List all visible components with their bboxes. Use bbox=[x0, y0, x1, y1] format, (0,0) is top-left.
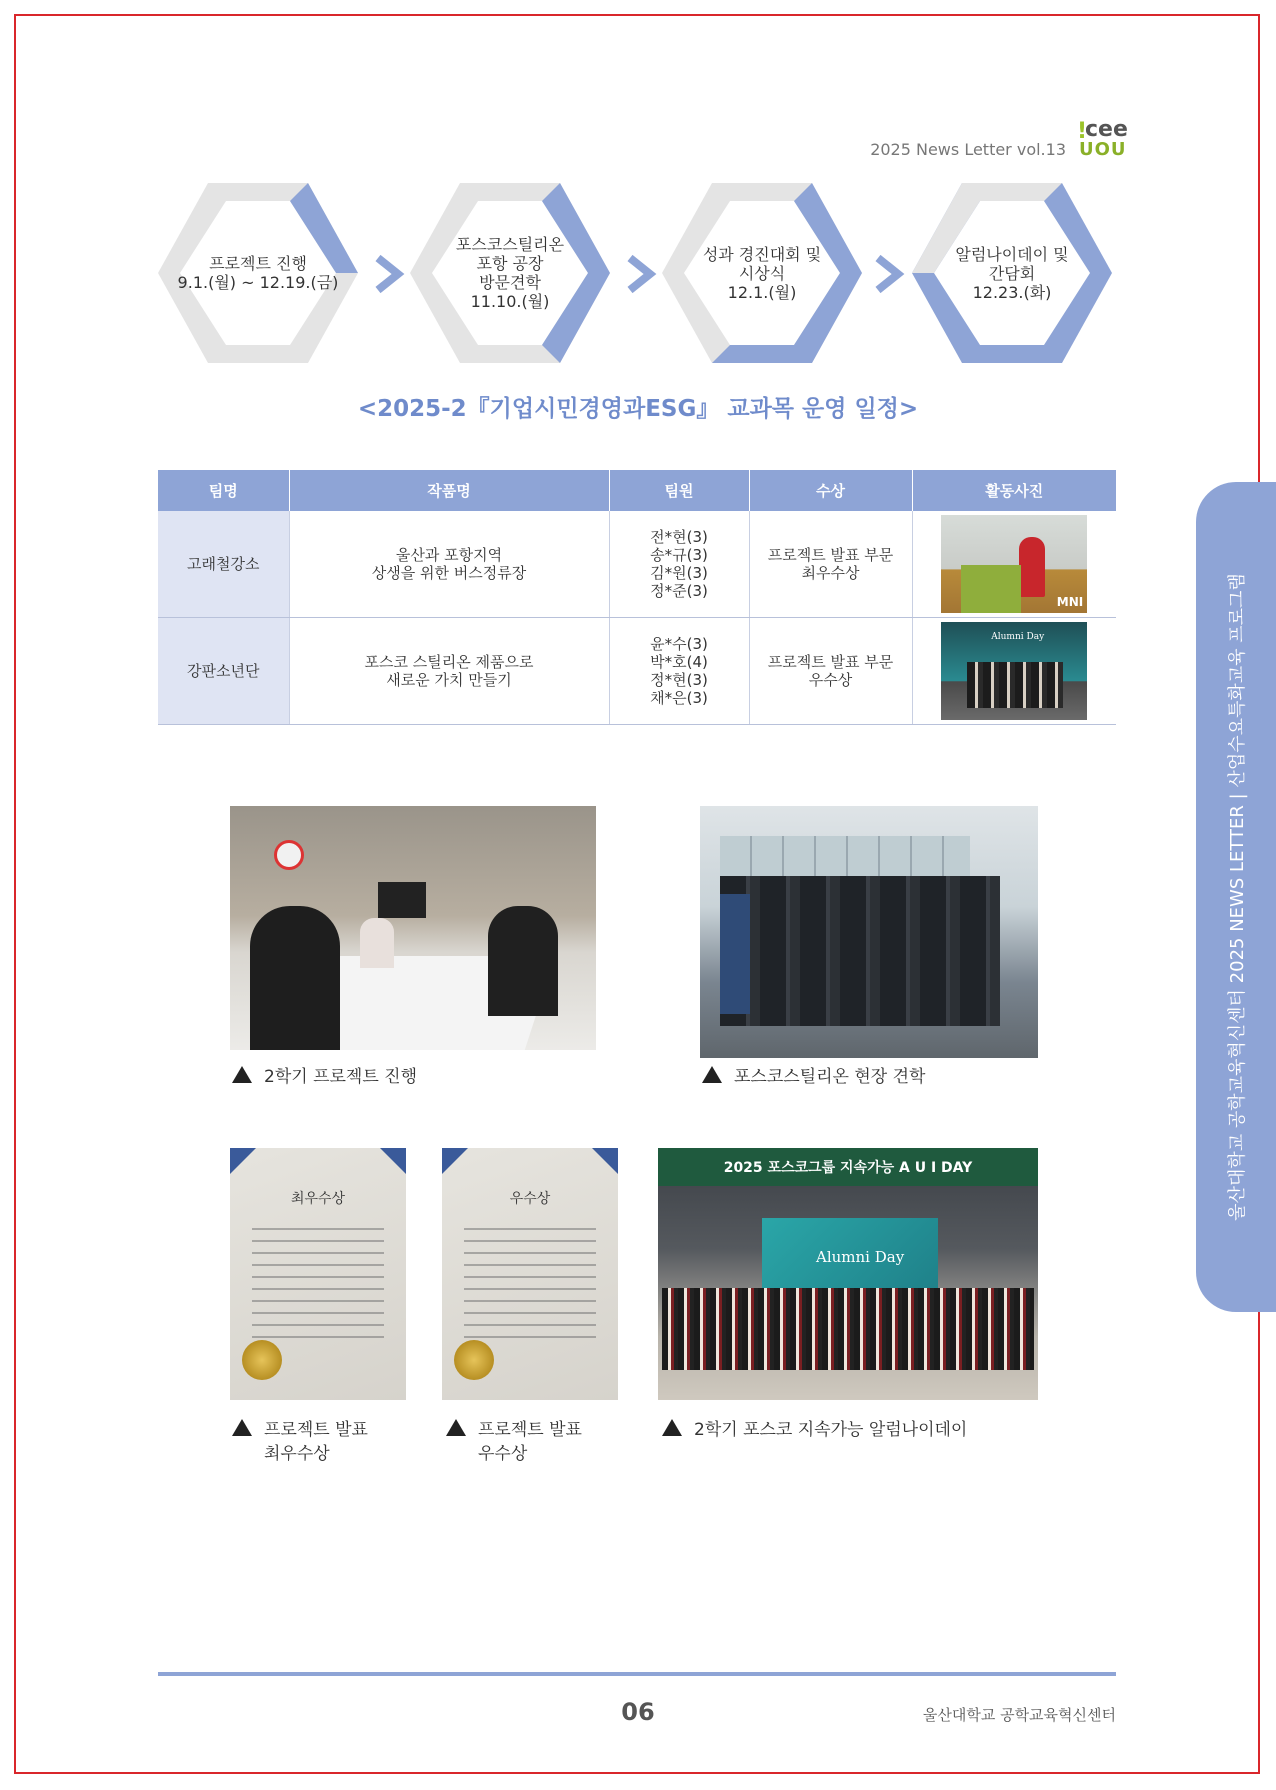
caption-text: 2학기 프로젝트 진행 bbox=[264, 1067, 417, 1087]
chevron-right-icon bbox=[372, 254, 406, 294]
gold-seal bbox=[242, 1340, 282, 1380]
table-header-row bbox=[158, 470, 1116, 511]
page-number: 06 bbox=[621, 1698, 655, 1726]
team-name: 고래철강소 bbox=[158, 511, 289, 618]
table-row bbox=[158, 618, 1116, 725]
column-header: 수상 bbox=[749, 470, 912, 511]
caption-text: 프로젝트 발표 bbox=[478, 1420, 582, 1440]
step-date: 11.10.(월) bbox=[470, 292, 550, 311]
column-header: 팀원 bbox=[609, 470, 749, 511]
caption-text: 포스코스틸리온 현장 견학 bbox=[734, 1067, 926, 1087]
caption-award bbox=[446, 1418, 582, 1466]
caption-text-line2: 우수상 bbox=[478, 1444, 528, 1464]
student-figure bbox=[488, 906, 558, 1016]
award: 프로젝트 발표 부문 우수상 bbox=[749, 618, 912, 725]
student-figure bbox=[250, 906, 340, 1050]
cert-corner bbox=[592, 1148, 618, 1174]
photo-project-meeting bbox=[230, 806, 596, 1050]
work-title: 포스코 스틸리온 제품으로 새로운 가치 만들기 bbox=[289, 618, 609, 725]
person-safety-suit bbox=[720, 894, 750, 1014]
caption-text-line2: 최우수상 bbox=[264, 1444, 330, 1464]
side-tab-text-wrap bbox=[1196, 482, 1276, 1312]
team-table bbox=[158, 470, 1116, 725]
step-title: 프로젝트 진행 bbox=[209, 254, 307, 273]
column-header: 작품명 bbox=[289, 470, 609, 511]
team-members: 전*현(3) 송*규(3) 김*원(3) 정*준(3) bbox=[609, 511, 749, 618]
wall-clock bbox=[274, 840, 304, 870]
table-row bbox=[158, 511, 1116, 618]
step-text bbox=[420, 183, 600, 363]
screen-text: Alumni Day bbox=[991, 632, 1045, 642]
step-date: 12.23.(화) bbox=[972, 282, 1052, 302]
step-date: 12.1.(월) bbox=[727, 282, 797, 302]
presenter-figure bbox=[1019, 537, 1045, 597]
triangle-icon bbox=[232, 1419, 252, 1436]
cert-corner bbox=[442, 1148, 468, 1174]
logo-bottom: UOU bbox=[1079, 139, 1127, 160]
gold-seal bbox=[454, 1340, 494, 1380]
side-tab-text: 울산대학교 공학교육혁신센터 2025 NEWS LETTER | 산업수요특화교육 프로그램 bbox=[1227, 573, 1249, 1221]
step-title: 알럼나이데이 및 간담회 bbox=[955, 244, 1069, 283]
caption-top-award bbox=[232, 1418, 368, 1466]
footer-divider bbox=[158, 1672, 1116, 1676]
step-title: 포스코스틸리온 포항 공장 방문견학 bbox=[455, 235, 565, 292]
cert-corner bbox=[230, 1148, 256, 1174]
column-header: 활동사진 bbox=[912, 470, 1116, 511]
footer-organization: 울산대학교 공학교육혁신센터 bbox=[922, 1706, 1116, 1724]
chevron-right-icon bbox=[872, 254, 906, 294]
caption-alumni-day bbox=[662, 1418, 967, 1442]
chevron-right-icon bbox=[624, 254, 658, 294]
work-title: 울산과 포항지역 상생을 위한 버스정류장 bbox=[289, 511, 609, 618]
process-step-3 bbox=[662, 183, 862, 363]
cert-text-lines bbox=[252, 1228, 384, 1338]
process-step-1 bbox=[158, 183, 358, 363]
group-people bbox=[967, 662, 1063, 708]
cert-title: 우수상 bbox=[509, 1191, 551, 1207]
activity-photo bbox=[941, 515, 1087, 613]
triangle-icon bbox=[662, 1419, 682, 1436]
podium bbox=[961, 565, 1021, 613]
side-tab bbox=[1196, 482, 1276, 1312]
logo-mark: ! bbox=[1077, 119, 1088, 144]
group-people bbox=[720, 876, 1000, 1026]
cee-logo bbox=[1077, 115, 1128, 160]
cert-title: 최우수상 bbox=[290, 1191, 346, 1207]
caption-text: 2학기 포스코 지속가능 알럼나이데이 bbox=[694, 1420, 968, 1440]
photo-factory-visit bbox=[700, 806, 1038, 1058]
step-text bbox=[168, 183, 348, 363]
caption-project-meeting bbox=[232, 1065, 417, 1089]
step-text bbox=[922, 183, 1102, 363]
team-members: 윤*수(3) 박*호(4) 정*현(3) 채*은(3) bbox=[609, 618, 749, 725]
triangle-icon bbox=[446, 1419, 466, 1436]
team-name: 강판소년단 bbox=[158, 618, 289, 725]
logo-top: cee bbox=[1085, 117, 1128, 142]
process-step-2 bbox=[410, 183, 610, 363]
photo-certificate-top-award bbox=[230, 1148, 406, 1400]
cert-corner bbox=[380, 1148, 406, 1174]
step-text bbox=[672, 183, 852, 363]
activity-photo-cell bbox=[912, 618, 1116, 725]
cert-text-lines bbox=[464, 1228, 596, 1338]
photo-certificate-award bbox=[442, 1148, 618, 1400]
student-figure bbox=[360, 918, 394, 968]
activity-photo-cell bbox=[912, 511, 1116, 618]
process-step-4 bbox=[912, 183, 1112, 363]
caption-text: 프로젝트 발표 bbox=[264, 1420, 368, 1440]
newsletter-label: 2025 News Letter vol.13 bbox=[870, 140, 1066, 159]
photo-watermark: MNI bbox=[1056, 595, 1084, 609]
photo-alumni-day bbox=[658, 1148, 1038, 1400]
banner-text: 2025 포스코그룹 지속가능 A U I DAY bbox=[723, 1160, 973, 1176]
screen-text: Alumni Day bbox=[816, 1248, 905, 1266]
triangle-icon bbox=[232, 1066, 252, 1083]
column-header: 팀명 bbox=[158, 470, 289, 511]
crowd bbox=[662, 1288, 1034, 1370]
tv-screen bbox=[378, 882, 426, 918]
step-date: 9.1.(월) ~ 12.19.(금) bbox=[177, 273, 339, 292]
step-title: 성과 경진대회 및 시상식 bbox=[702, 244, 822, 283]
event-banner bbox=[658, 1148, 1038, 1186]
triangle-icon bbox=[702, 1066, 722, 1083]
schedule-caption: <2025-2『기업시민경영과ESG』 교과목 운영 일정> bbox=[357, 396, 919, 422]
award: 프로젝트 발표 부문 최우수상 bbox=[749, 511, 912, 618]
activity-photo bbox=[941, 622, 1087, 720]
caption-factory-visit bbox=[702, 1065, 925, 1089]
